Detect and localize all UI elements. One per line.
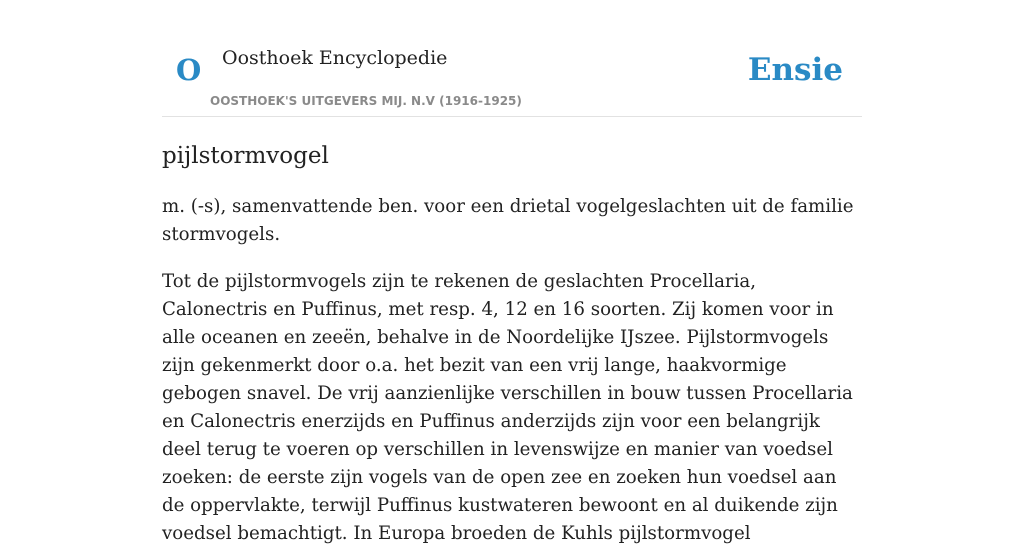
source-logo[interactable]: O — [176, 53, 202, 87]
article-headword: pijlstormvogel — [162, 143, 329, 169]
article-paragraph: m. (-s), samenvattende ben. voor een drietal vogelgeslachten uit de familie stormvogels. — [162, 196, 854, 245]
source-title-link[interactable]: Oosthoek Encyclopedie — [222, 47, 448, 69]
ensie-logo-link[interactable]: Ensie — [747, 52, 843, 88]
article-page — [162, 0, 862, 548]
source-header — [162, 0, 862, 117]
article-paragraph: Tot de pijlstormvogels zijn te rekenen de geslachten Procellaria, Calonectris en Puffinus, met resp. 4, 12 en 16 soorten. Zij komen voor in alle oceanen en zeeën, behalve in de Noordelijke IJszee. Pijlstormvogels zijn gekenmerkt door o.a. het bezit van een vrij lange, haakvormige gebogen snavel. De vrij aanzienlijke verschillen in bouw tussen Procellaria en Calonectris enerzijds en Puffinus anderzijds zijn voor een belangrijk deel terug te voeren op verschillen in levenswijze en manier van voedsel zoeken: de eerste zijn vogels van de open zee en zoeken hun voedsel aan de oppervlakte, terwijl Puffinus kustwateren bewoont en al duikende zijn voedsel bemachtigt. In Europa broeden de Kuhls pijlstormvogel — [162, 271, 853, 544]
publisher-label: OOSTHOEK'S UITGEVERS MIJ. N.V (1916-1925) — [210, 94, 522, 108]
